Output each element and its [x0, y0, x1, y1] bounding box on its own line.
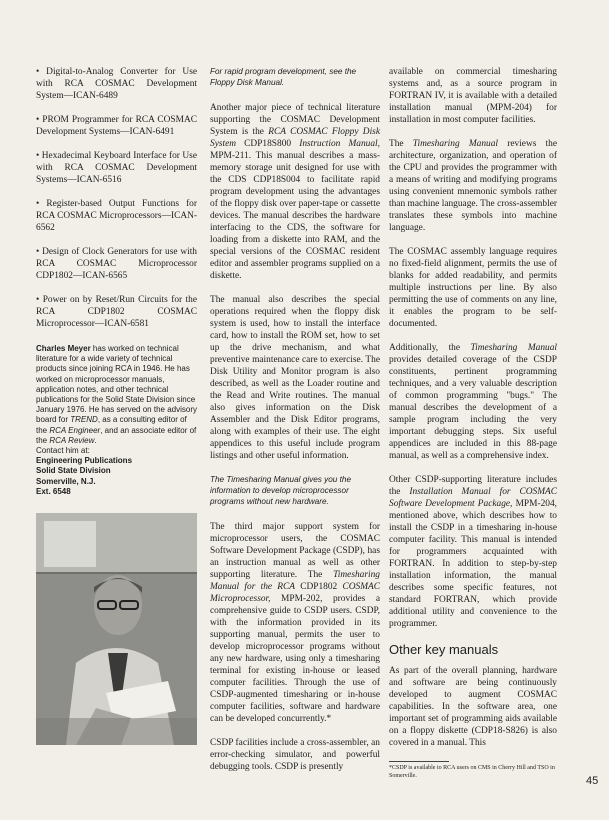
bullet-item: • Register-based Output Functions for RCA COSMAC Microprocessors—ICAN-6562 [36, 199, 197, 233]
text: CDP1802 [295, 582, 343, 592]
bio-text: , as a consulting editor of the [36, 415, 187, 435]
middle-column [210, 66, 380, 785]
paragraph: The manual also describes the special operations required when the floppy disk system is used, how to install the interface card, how to install the ROM set, how to set up the drive mechanism, and what preventive maintenance care to exercise. The Disk Utility and Monitor program is also described, as well as the Loader routine and the Read and Write routines. The manual also gives information on the Disk Assembler and the Disk Editor programs, along with examples of their use. The eight appendices to this useful include program listings and other useful information. [210, 295, 380, 461]
bullet-item: • Power on by Reset/Run Circuits for the RCA CDP1802 COSMAC Microprocessor—ICAN-6581 [36, 295, 197, 329]
section-heading: Other key manuals [389, 642, 499, 657]
callout-quote: For rapid program development, see the Floppy Disk Manual. [210, 67, 357, 87]
manual-title: Timesharing Manual [412, 139, 499, 149]
bullet-item: • Design of Clock Generators for use with RCA COSMAC Microprocessor CDP1802—ICAN-6565 [36, 247, 197, 281]
paragraph [210, 521, 380, 725]
contact-info [36, 446, 197, 497]
bio-text: has worked on technical literature for a wide variety of technical products since joining RCA in 1946. He has worked on microprocessor manuals, application notes, and other technical publications for the Solid State Division since January 1976. He has served on the advisory board for [36, 344, 197, 425]
text: Another major piece of technical literature supporting the COSMAC Development System is the [210, 103, 380, 137]
text: reviews the architecture, organization, and operation of the CPU and provides the programmer with a means of writing and modifying programs using convenient mnemonic symbols rather than machine language. The cross-assembler translates these symbols into machine language. [389, 139, 557, 233]
manual-title: Timesharing Manual for the RCA [210, 570, 380, 592]
paragraph [389, 474, 557, 630]
bullet-item: • Hexadecimal Keyboard Interface for Use with RCA COSMAC Development Systems—ICAN-6516 [36, 151, 197, 185]
manual-title: RCA COSMAC Floppy Disk System [210, 127, 380, 149]
bullet-item: • Digital-to-Analog Converter for Use with RCA COSMAC Development System—ICAN-6489 [36, 67, 197, 101]
paragraph [389, 342, 557, 462]
text: The third major support system for microprocessor users, the COSMAC Software Development Package (CSDP), has an instruction manual as well as other supporting literature. The [210, 522, 380, 580]
manual-title: Installation Manual for COSMAC Software Development Package, [389, 487, 557, 509]
text: Other CSDP-supporting literature includes the [389, 475, 557, 497]
text: MPM-204, mentioned above, which describes how to install the CSDP in a timesharing in-house computer facility. This manual is intended for programmers acquainted with FORTRAN. In addition to step-by-step installation information, the manual describes some specific features, not standard FORTRAN, which provide additional utility and convenience to the programmer. [389, 499, 557, 629]
manual-title: Instruction Manual, [299, 139, 381, 149]
footnote: *CSDP is available to RCA users on CMS in Cherry Hill and TSO in Somerville. [389, 765, 555, 779]
contact-line: Somerville, N.J. [36, 476, 96, 486]
manual-title: COSMAC Microprocessor, [210, 582, 380, 604]
bio-engineer: RCA Engineer [49, 425, 101, 435]
author-photo [36, 513, 197, 745]
paragraph: CSDP facilities include a cross-assembler, an error-checking simulator, and powerful debugging tools. CSDP is presently [210, 738, 380, 772]
paragraph: As part of the overall planning, hardware and software are being continuously developed to augment COSMAC capabilities. In the software area, one important set of programming aids available on a floppy diskette (CDP18-S826) is also covered in a manual. This [389, 666, 557, 748]
right-column [389, 66, 557, 780]
text: The [389, 139, 413, 149]
text: Additionally, the [389, 343, 471, 353]
text: provides detailed coverage of the CSDP constituents, pertinent programming techniques, and a very valuable description of common programming "bugs." The manual describes the development of a sample program including the very important debugging steps. Six useful appendices are included in this 88-page manual, as well as a comprehensive index. [389, 355, 557, 461]
bio-trend: TREND [70, 415, 98, 425]
bio-text: , and an associate editor of the [36, 425, 197, 445]
text: CDP18S800 [236, 139, 300, 149]
left-column [36, 66, 197, 745]
callout-quote: The Timesharing Manual gives you the information to develop microprocessor programs without new hardware. [210, 475, 352, 506]
bio-text: . [94, 435, 97, 445]
paragraph [389, 138, 557, 234]
bullet-item: • PROM Programmer for RCA COSMAC Development Systems—ICAN-6491 [36, 115, 197, 137]
paragraph [210, 102, 380, 282]
author-bio [36, 344, 197, 446]
author-photo-illustration [36, 513, 197, 745]
paragraph: The COSMAC assembly language requires no fixed-field alignment, permits the use of blanks for added readability, and permits multiple instructions per line. By also permitting the use of comments on any line, it enables the program to be self-documented. [389, 247, 557, 329]
footnote-divider [389, 761, 449, 762]
contact-line: Ext. 6548 [36, 486, 71, 496]
text: MPM-202, provides a comprehensive guide to CSDP users. CSDP, with the information provided in its supporting manual, permits the user to develop microprocessor programs without any new hardware, using only a timesharing terminal for existing in-house or leased computer facilities. Through the use of CSDP-augmented timesharing or in-house computer facilities, software and hardware can be developed concurrently.* [210, 594, 380, 724]
manual-title: Timesharing Manual [470, 343, 557, 353]
contact-line: Solid State Division [36, 466, 111, 476]
contact-label: Contact him at: [36, 446, 90, 456]
bio-review: RCA Review [49, 435, 95, 445]
text: MPM-211. This manual describes a mass-memory storage unit designed for use with the CDS CDP18S004 to facilitate rapid program development using the advantages of the floppy disk over paper-tape or cassette devices. The manual describes the hardware interfacing to the CDS, the software for loading from a diskette into RAM, and the special versions of the COSMAC resident editor and assembler programs supplied on a diskette. [210, 151, 380, 281]
paragraph: available on commercial timesharing systems and, as a source program in FORTRAN IV, it is available with a detailed installation manual (MPM-204) for installation in most computer facilities. [389, 67, 557, 125]
author-name: Charles Meyer [36, 344, 91, 353]
page-number: 45 [586, 775, 599, 787]
contact-line: Engineering Publications [36, 456, 133, 466]
